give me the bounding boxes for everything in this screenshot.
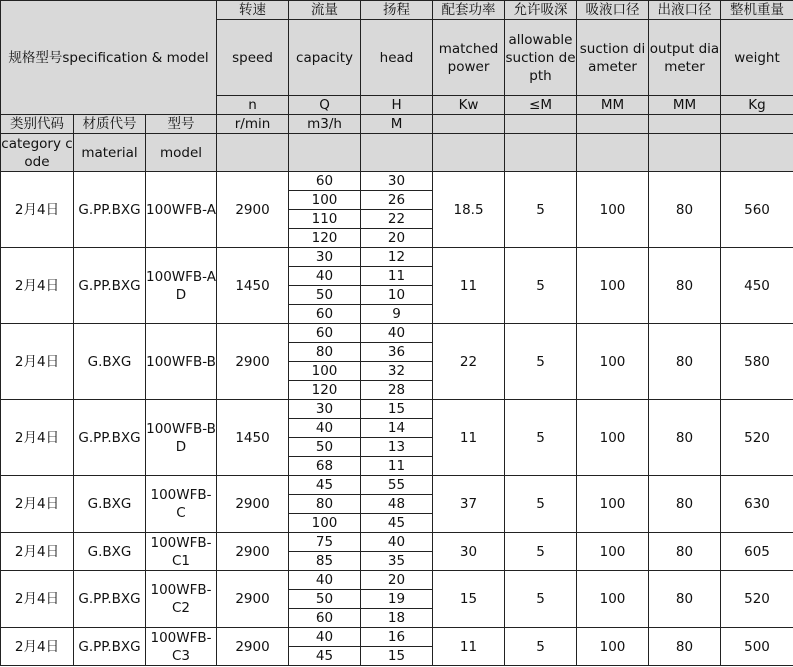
category-code-cell: 2月4日: [1, 172, 74, 248]
material-cell: G.PP.BXG: [74, 571, 146, 628]
category-code-cell: 2月4日: [1, 476, 74, 533]
head-cell: 48: [361, 495, 433, 514]
head-cell: 12: [361, 248, 433, 267]
capacity-symbol: Q: [289, 96, 361, 115]
head-cell: 11: [361, 457, 433, 476]
suction-depth-cn-header: 允许吸深: [505, 1, 577, 20]
speed-unit: r/min: [217, 115, 289, 134]
speed-symbol: n: [217, 96, 289, 115]
material-en-header: material: [74, 134, 146, 172]
model-cell: 100WFB-C3: [146, 628, 217, 666]
head-cell: 45: [361, 514, 433, 533]
material-cell: G.BXG: [74, 324, 146, 400]
head-cell: 16: [361, 628, 433, 647]
capacity-cell: 30: [289, 248, 361, 267]
output-dia-cell: 80: [649, 533, 721, 571]
category-code-cell: 2月4日: [1, 533, 74, 571]
suction-dia-cell: 100: [577, 324, 649, 400]
speed-cell: 2900: [217, 476, 289, 533]
output-dia-cell: 80: [649, 571, 721, 628]
power-cn-header: 配套功率: [433, 1, 505, 20]
capacity-cell: 45: [289, 476, 361, 495]
table-row: [1, 571, 793, 590]
capacity-en-header: capacity: [289, 20, 361, 96]
suction-dia-cell: 100: [577, 172, 649, 248]
head-cell: 22: [361, 210, 433, 229]
table-row: [1, 476, 793, 495]
head-cell: 15: [361, 400, 433, 419]
model-cell: 100WFB-A: [146, 172, 217, 248]
capacity-cn-header: 流量: [289, 1, 361, 20]
power-cell: 11: [433, 400, 505, 476]
capacity-cell: 40: [289, 267, 361, 286]
weight-cell: 580: [721, 324, 793, 400]
category-code-cell: 2月4日: [1, 324, 74, 400]
suction-dia-unit: MM: [577, 96, 649, 115]
capacity-unit: m3/h: [289, 115, 361, 134]
head-cell: 28: [361, 381, 433, 400]
category-code-cell: 2月4日: [1, 248, 74, 324]
output-dia-cell: 80: [649, 628, 721, 666]
head-cell: 30: [361, 172, 433, 191]
capacity-cell: 30: [289, 400, 361, 419]
power-cell: 15: [433, 571, 505, 628]
speed-cn-header: 转速: [217, 1, 289, 20]
speed-cell: 2900: [217, 628, 289, 666]
suction-depth-cell: 5: [505, 400, 577, 476]
speed-cell: 2900: [217, 172, 289, 248]
speed-cell: 1450: [217, 400, 289, 476]
head-cell: 35: [361, 552, 433, 571]
head-symbol: H: [361, 96, 433, 115]
output-dia-cn-header: 出液口径: [649, 1, 721, 20]
weight-unit: Kg: [721, 96, 793, 115]
category-code-cell: 2月4日: [1, 571, 74, 628]
table-row: [1, 172, 793, 191]
suction-depth-cell: 5: [505, 628, 577, 666]
speed-en-header: speed: [217, 20, 289, 96]
suction-depth-cell: 5: [505, 533, 577, 571]
speed-cell: 1450: [217, 248, 289, 324]
capacity-cell: 60: [289, 172, 361, 191]
head-cell: 18: [361, 609, 433, 628]
head-cell: 55: [361, 476, 433, 495]
capacity-cell: 45: [289, 647, 361, 666]
head-cell: 32: [361, 362, 433, 381]
suction-depth-cell: 5: [505, 248, 577, 324]
head-cell: 19: [361, 590, 433, 609]
capacity-cell: 60: [289, 324, 361, 343]
material-cell: G.PP.BXG: [74, 400, 146, 476]
model-cn-header: 型号: [146, 115, 217, 134]
capacity-cell: 60: [289, 305, 361, 324]
head-cell: 36: [361, 343, 433, 362]
capacity-cell: 40: [289, 571, 361, 590]
weight-cell: 450: [721, 248, 793, 324]
speed-cell: 2900: [217, 324, 289, 400]
head-cell: 40: [361, 533, 433, 552]
weight-cn-header: 整机重量: [721, 1, 793, 20]
suction-dia-cell: 100: [577, 533, 649, 571]
capacity-cell: 40: [289, 419, 361, 438]
suction-depth-en-header: allowable suction depth: [505, 20, 577, 96]
power-cell: 11: [433, 248, 505, 324]
output-dia-cell: 80: [649, 324, 721, 400]
category-code-cell: 2月4日: [1, 400, 74, 476]
weight-cell: 560: [721, 172, 793, 248]
table-row: [1, 533, 793, 552]
capacity-cell: 80: [289, 343, 361, 362]
output-dia-en-header: output diameter: [649, 20, 721, 96]
weight-cell: 500: [721, 628, 793, 666]
capacity-cell: 110: [289, 210, 361, 229]
power-en-header: matched power: [433, 20, 505, 96]
category-cn-header: 类别代码: [1, 115, 74, 134]
suction-depth-cell: 5: [505, 476, 577, 533]
suction-dia-en-header: suction diameter: [577, 20, 649, 96]
capacity-cell: 60: [289, 609, 361, 628]
model-cell: 100WFB-C2: [146, 571, 217, 628]
category-code-cell: 2月4日: [1, 628, 74, 666]
category-en-header: category code: [1, 135, 73, 170]
material-cell: G.PP.BXG: [74, 628, 146, 666]
head-cell: 14: [361, 419, 433, 438]
head-en-header: head: [361, 20, 433, 96]
output-dia-unit: MM: [649, 96, 721, 115]
weight-cell: 520: [721, 571, 793, 628]
capacity-cell: 50: [289, 438, 361, 457]
model-cell: 100WFB-B: [146, 324, 217, 400]
model-cell: 100WFB-BD: [146, 400, 217, 476]
capacity-cell: 120: [289, 229, 361, 248]
material-cn-header: 材质代号: [74, 115, 146, 134]
output-dia-cell: 80: [649, 248, 721, 324]
material-cell: G.PP.BXG: [74, 172, 146, 248]
suction-dia-cell: 100: [577, 248, 649, 324]
capacity-cell: 120: [289, 381, 361, 400]
suction-dia-cell: 100: [577, 628, 649, 666]
model-cell: 100WFB-C: [146, 476, 217, 533]
power-cell: 18.5: [433, 172, 505, 248]
head-cell: 9: [361, 305, 433, 324]
output-dia-cell: 80: [649, 172, 721, 248]
capacity-cell: 80: [289, 495, 361, 514]
capacity-cell: 40: [289, 628, 361, 647]
capacity-cell: 75: [289, 533, 361, 552]
model-cell: 100WFB-C1: [146, 533, 217, 571]
table-row: [1, 628, 793, 647]
material-cell: G.PP.BXG: [74, 248, 146, 324]
head-cell: 13: [361, 438, 433, 457]
head-cn-header: 扬程: [361, 1, 433, 20]
weight-en-header: weight: [721, 20, 793, 96]
power-cell: 30: [433, 533, 505, 571]
weight-cell: 630: [721, 476, 793, 533]
speed-cell: 2900: [217, 533, 289, 571]
table-row: [1, 248, 793, 267]
table-row: [1, 324, 793, 343]
head-cell: 40: [361, 324, 433, 343]
capacity-cell: 68: [289, 457, 361, 476]
weight-cell: 520: [721, 400, 793, 476]
speed-cell: 2900: [217, 571, 289, 628]
model-en-header: model: [146, 134, 217, 172]
head-cell: 15: [361, 647, 433, 666]
suction-dia-cn-header: 吸液口径: [577, 1, 649, 20]
power-cell: 11: [433, 628, 505, 666]
head-cell: 11: [361, 267, 433, 286]
power-cell: 22: [433, 324, 505, 400]
capacity-cell: 100: [289, 191, 361, 210]
capacity-cell: 85: [289, 552, 361, 571]
suction-depth-unit: ≤M: [505, 96, 577, 115]
head-unit: M: [361, 115, 433, 134]
capacity-cell: 50: [289, 286, 361, 305]
material-cell: G.BXG: [74, 476, 146, 533]
power-cell: 37: [433, 476, 505, 533]
head-cell: 20: [361, 571, 433, 590]
output-dia-cell: 80: [649, 400, 721, 476]
capacity-cell: 100: [289, 514, 361, 533]
head-cell: 20: [361, 229, 433, 248]
material-cell: G.BXG: [74, 533, 146, 571]
capacity-cell: 100: [289, 362, 361, 381]
table-row: [1, 400, 793, 419]
model-cell: 100WFB-AD: [146, 248, 217, 324]
spec-model-title: 规格型号specification & model: [1, 1, 217, 115]
head-cell: 10: [361, 286, 433, 305]
power-unit: Kw: [433, 96, 505, 115]
head-cell: 26: [361, 191, 433, 210]
weight-cell: 605: [721, 533, 793, 571]
suction-dia-cell: 100: [577, 571, 649, 628]
suction-depth-cell: 5: [505, 571, 577, 628]
output-dia-cell: 80: [649, 476, 721, 533]
suction-dia-cell: 100: [577, 476, 649, 533]
capacity-cell: 50: [289, 590, 361, 609]
suction-depth-cell: 5: [505, 324, 577, 400]
suction-depth-cell: 5: [505, 172, 577, 248]
suction-dia-cell: 100: [577, 400, 649, 476]
